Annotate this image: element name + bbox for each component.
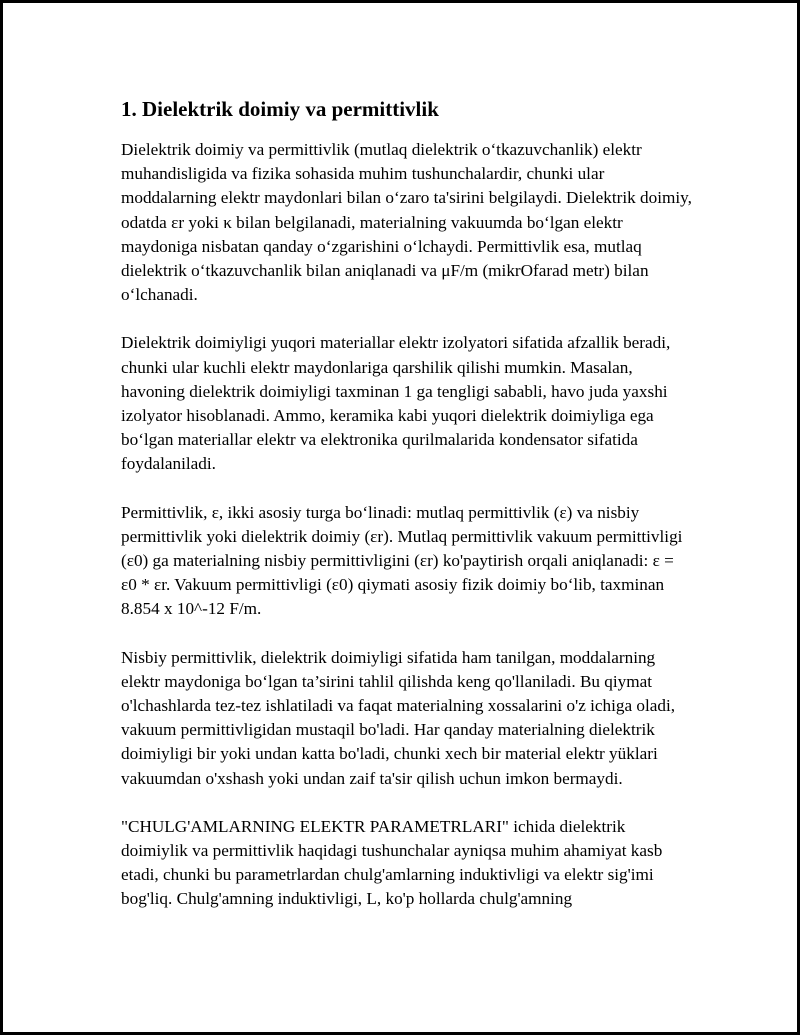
document-body: [121, 94, 693, 936]
paragraph-2: Dielektrik doimiyligi yuqori materiallar elektr izolyatori sifatida afzallik beradi, chunki ular kuchli elektr maydonlariga qarshilik qilishi mumkin. Masalan, havoning dielektrik doimiyligi taxminan 1 ga tengligi sababli, havo juda yaxshi izolyator hisoblanadi. Ammo, keramika kabi yuqori dielektrik doimiyliga ega bo‘lgan materiallar elektr va elektronika qurilmalarida kondensator sifatida foydalaniladi.: [121, 333, 671, 474]
paragraph-4: Nisbiy permittivlik, dielektrik doimiyligi sifatida ham tanilgan, moddalarning elektr maydoniga bo‘lgan ta’sirini tahlil qilishda keng qo'llaniladi. Bu qiymat o'lchashlarda tez-tez ishlatiladi va faqat materialning xossalarini o'z ichiga oladi, vakuum permittivligidan mustaqil bo'ladi. Har qanday materialning dielektrik doimiyligi bir yoki undan katta bo'ladi, chunki xech bir material elektr yüklari vakuumdan o'xshash yoki undan zaif ta'sir qilish uchun imkon bermaydi.: [121, 647, 676, 788]
paragraph-5: "CHULG'AMLARNING ELEKTR PARAMETRLARI" ichida dielektrik doimiylik va permittivlik haqidagi tushunchalar ayniqsa muhim ahamiyat kasb etadi, chunki bu parametrlardan chulg'amlarning induktivligi va elektr sig'imi bog'liq. Chulg'amning induktivligi, L, ko'p hollarda chulg'amning: [121, 816, 663, 909]
section-heading: 1. Dielektrik doimiy va permittivlik: [121, 97, 439, 121]
paragraph-1: Dielektrik doimiy va permittivlik (mutlaq dielektrik o‘tkazuvchanlik) elektr muhandisligida va fizika sohasida muhim tushunchalardir, chunki ular moddalarning elektr maydonlari bilan o‘zaro ta'sirini belgilaydi. Dielektrik doimiy, odatda εr yoki κ bilan belgilanadi, materialning vakuumda bo‘lgan elektr maydoniga nisbatan qanday o‘zgarishini o‘lchaydi. Permittivlik esa, mutlaq dielektrik o‘tkazuvchanlik bilan aniqlanadi va μF/m (mikrOfarad metr) bilan o‘lchanadi.: [121, 140, 692, 305]
paragraph-3: Permittivlik, ε, ikki asosiy turga bo‘linadi: mutlaq permittivlik (ε) va nisbiy permittivlik yoki dielektrik doimiy (εr). Mutlaq permittivlik vakuum permittivligi (ε0) ga materialning nisbiy permittivligini (εr) ko'paytirish orqali aniqlanadi: ε = ε0 * εr. Vakuum permittivligi (ε0) qiymati asosiy fizik doimiy bo‘lib, taxminan 8.854 x 10^-12 F/m.: [121, 502, 683, 619]
